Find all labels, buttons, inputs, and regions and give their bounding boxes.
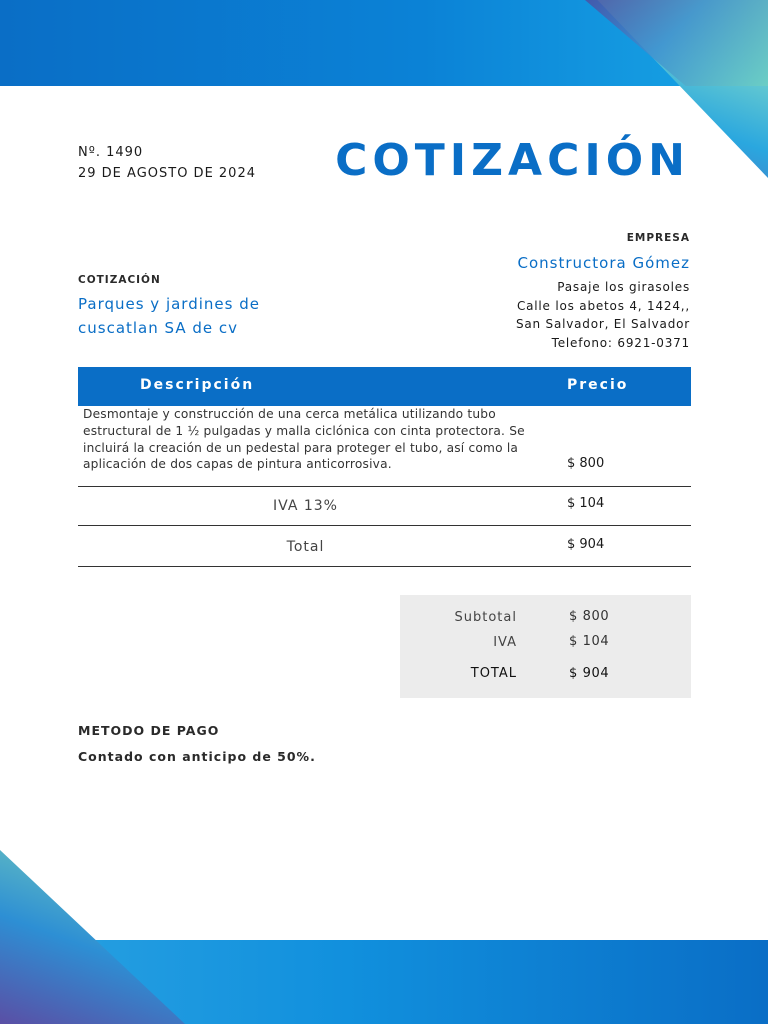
total-label: Total	[286, 539, 325, 555]
subtotal-value: $ 800	[569, 609, 610, 624]
iva-price: $ 104	[567, 496, 605, 511]
company-address-line: San Salvador, El Salvador	[515, 317, 690, 331]
summary-box	[400, 595, 691, 698]
column-header-price: Precio	[567, 377, 629, 393]
document-title: COTIZACIÓN	[335, 135, 690, 186]
company-address-line: Pasaje los girasoles	[557, 280, 690, 294]
summary-total-label: TOTAL	[470, 666, 517, 681]
table-header	[78, 367, 691, 406]
payment-method-title: METODO DE PAGO	[78, 723, 220, 738]
bottom-left-gradient-corner	[0, 850, 185, 1024]
quote-number: Nº. 1490	[78, 145, 144, 160]
table-row	[78, 406, 691, 487]
table-row-iva	[78, 487, 691, 526]
company-address-line: Calle los abetos 4, 1424,,	[516, 298, 690, 313]
company-name: Constructora Gómez	[517, 254, 690, 272]
item-description: Desmontaje y construcción de una cerca metálica utilizando tubo estructural de 1 ½ pulgadas y malla ciclónica con cinta protectora. Se incluirá la creación de un pedestal para proteger el tubo, así como la aplicación de dos capas de pintura anticorrosiva.	[83, 407, 525, 472]
company-block	[516, 232, 690, 352]
subtotal-label: Subtotal	[454, 610, 517, 625]
client-name: Parques y jardines de cuscatlan SA de cv	[78, 295, 260, 337]
item-price: $ 800	[567, 456, 605, 471]
total-price: $ 904	[567, 537, 605, 552]
quote-date: 29 DE AGOSTO DE 2024	[78, 166, 256, 181]
company-label: EMPRESA	[626, 232, 690, 244]
column-header-description: Descripción	[140, 377, 255, 393]
summary-iva-value: $ 104	[569, 634, 610, 649]
company-phone: Telefono: 6921-0371	[551, 335, 690, 350]
table-row-total	[78, 526, 691, 567]
iva-label: IVA 13%	[273, 498, 338, 514]
summary-total-value: $ 904	[569, 666, 610, 681]
items-table	[78, 367, 691, 567]
client-label: COTIZACIÓN	[78, 274, 161, 286]
payment-method-text: Contado con anticipo de 50%.	[78, 749, 316, 764]
summary-iva-label: IVA	[493, 635, 517, 650]
